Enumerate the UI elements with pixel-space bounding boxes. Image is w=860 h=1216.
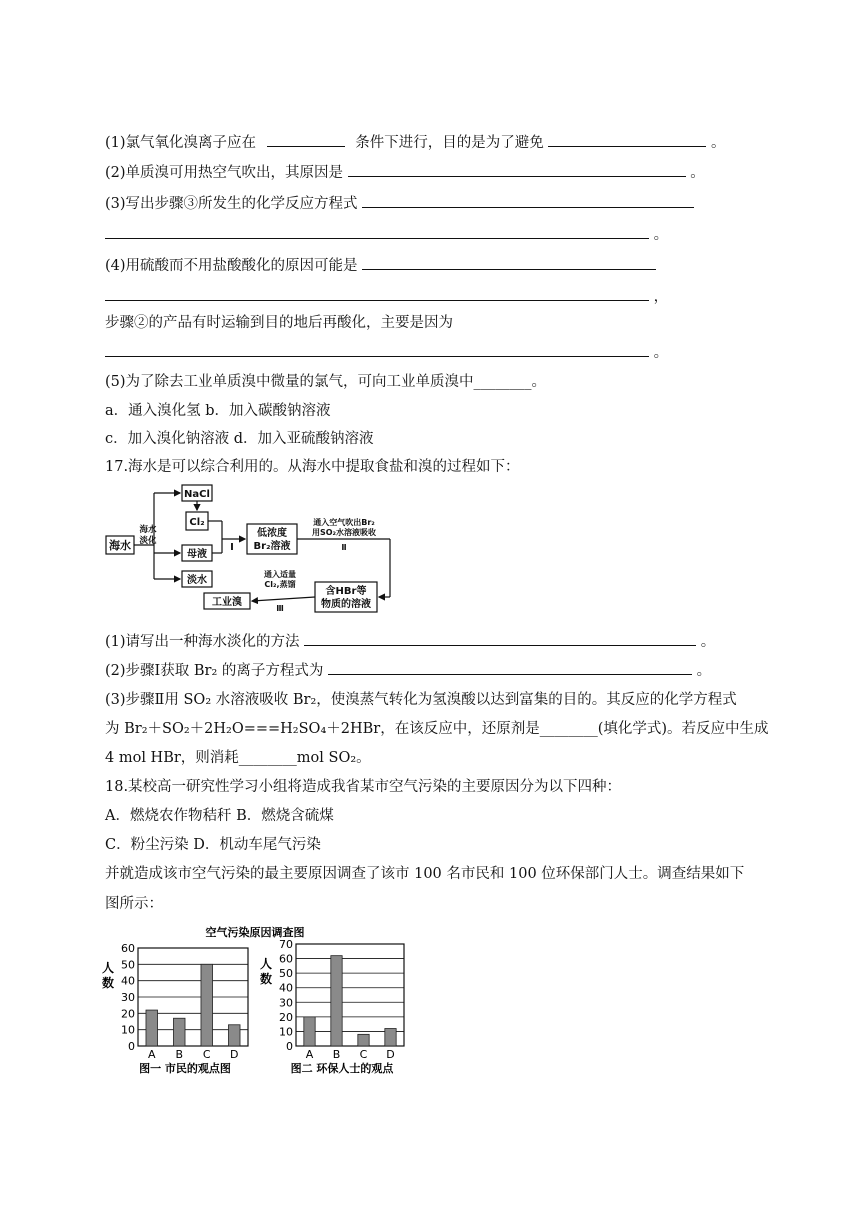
bar-c bbox=[358, 1034, 369, 1046]
nacl-label: NaCl bbox=[184, 489, 210, 500]
q16-l4-text-c: 步骤②的产品有时运输到目的地后再酸化，主要是因为 bbox=[105, 315, 453, 331]
step-iii-label: Ⅲ bbox=[276, 604, 284, 613]
y-tick-label: 0 bbox=[128, 1040, 135, 1053]
q16-line-4c bbox=[105, 311, 453, 332]
y-tick-label: 50 bbox=[279, 967, 293, 981]
bar-d bbox=[385, 1029, 396, 1046]
q16-l1-text-c: 。 bbox=[710, 135, 726, 151]
step-iii-cond-1: 通入适量 bbox=[264, 570, 296, 579]
y-tick-label: 60 bbox=[279, 952, 293, 966]
answer-blank[interactable] bbox=[348, 162, 686, 177]
q17-line-1 bbox=[105, 630, 715, 651]
q16-l2-text-b: 。 bbox=[690, 165, 705, 181]
bromine-extraction-flow-diagram bbox=[104, 482, 404, 614]
q16-line-4b bbox=[105, 285, 668, 306]
q16-l2-text-a: (2)单质溴可用热空气吹出，其原因是 bbox=[105, 165, 344, 181]
hbr-label-2: 物质的溶液 bbox=[321, 599, 371, 610]
bar-b bbox=[173, 1018, 185, 1046]
hbr-label-1: 含HBr等 bbox=[325, 586, 367, 597]
q18-line-1: 18.某校高一研究性学习小组将造成我省某市空气污染的主要原因分为以下四种： bbox=[105, 779, 622, 795]
chart-title: 空气污染原因调查图 bbox=[205, 926, 305, 939]
y-tick-label: 70 bbox=[279, 938, 293, 951]
y-tick-label: 0 bbox=[286, 1040, 293, 1053]
q16-line-2 bbox=[105, 161, 705, 182]
x-tick-label: B bbox=[332, 1048, 341, 1061]
answer-blank[interactable] bbox=[105, 286, 649, 301]
seawater-label: 海水 bbox=[109, 539, 131, 552]
low-conc-label-1: 低浓度 bbox=[257, 528, 287, 539]
answer-blank[interactable] bbox=[362, 255, 656, 270]
step-ii-label: Ⅱ bbox=[341, 543, 347, 552]
step-ii-cond-1: 通入空气吹出Br₂ bbox=[313, 518, 375, 527]
bar-c bbox=[201, 964, 213, 1046]
answer-blank[interactable] bbox=[304, 631, 696, 646]
q16-line-3 bbox=[105, 192, 694, 213]
q16-l4-text-b: ， bbox=[653, 289, 669, 305]
bar-d bbox=[228, 1025, 240, 1046]
x-tick-label: A bbox=[147, 1048, 156, 1061]
y-axis-label: 人 bbox=[259, 957, 273, 971]
q16-l3-text-b: 。 bbox=[653, 227, 669, 243]
chart-environmental-staff bbox=[260, 938, 404, 1074]
q16-line-4 bbox=[105, 254, 656, 275]
x-tick-label: D bbox=[230, 1048, 239, 1061]
y-tick-label: 40 bbox=[279, 981, 293, 995]
step-iii-cond-2: Cl₂,蒸馏 bbox=[264, 580, 296, 589]
y-tick-label: 10 bbox=[279, 1025, 293, 1039]
y-tick-label: 60 bbox=[121, 942, 135, 955]
cl2-label: Cl₂ bbox=[189, 517, 205, 528]
x-tick-label: D bbox=[386, 1048, 395, 1061]
answer-blank[interactable] bbox=[328, 660, 692, 675]
chart-citizens bbox=[102, 942, 248, 1074]
answer-blank[interactable] bbox=[362, 193, 694, 208]
q16-line-1 bbox=[105, 131, 725, 152]
step-ii-cond-2: 用SO₂水溶液吸收 bbox=[311, 528, 377, 537]
industrial-bromine-label: 工业溴 bbox=[212, 597, 242, 608]
bar-a bbox=[304, 1017, 315, 1046]
x-tick-label: B bbox=[175, 1048, 184, 1061]
chart-caption: 图二 环保人士的观点 bbox=[290, 1062, 394, 1074]
answer-blank[interactable] bbox=[267, 132, 345, 147]
desalination-label-1: 海水 bbox=[139, 525, 157, 535]
desalination-label-2: 淡化 bbox=[139, 536, 157, 546]
y-tick-label: 50 bbox=[121, 958, 135, 972]
q16-line-5: (5)为了除去工业单质溴中微量的氯气，可向工业单质溴中________。 bbox=[105, 374, 547, 390]
x-tick-label: C bbox=[202, 1048, 211, 1061]
air-pollution-survey-charts bbox=[100, 922, 420, 1074]
q16-l4-text-a: (4)用硫酸而不用盐酸酸化的原因可能是 bbox=[105, 258, 358, 274]
mother-liquor-label: 母液 bbox=[187, 549, 207, 560]
y-axis-label: 数 bbox=[259, 972, 273, 986]
bar-a bbox=[146, 1010, 158, 1046]
q16-options-1: a．通入溴化氢 b．加入碳酸钠溶液 bbox=[105, 403, 331, 419]
q16-l4-text-d: 。 bbox=[653, 345, 669, 361]
y-axis-label: 人 bbox=[101, 961, 115, 975]
q17-l2-text-a: (2)步骤Ⅰ获取 Br₂ 的离子方程式为 bbox=[105, 663, 324, 679]
q16-l1-text-b: 条件下进行，目的是为了避免 bbox=[355, 135, 544, 151]
chart-caption: 图一 市民的观点图 bbox=[139, 1062, 231, 1074]
bar-b bbox=[331, 956, 342, 1046]
q17-line-5: 4 mol HBr，则消耗________mol SO₂。 bbox=[105, 750, 371, 766]
q17-title: 17.海水是可以综合利用的。从海水中提取食盐和溴的过程如下： bbox=[105, 459, 520, 475]
q17-l2-text-b: 。 bbox=[696, 663, 712, 679]
q17-line-3: (3)步骤Ⅱ用 SO₂ 水溶液吸收 Br₂，使溴蒸气转化为氢溴酸以达到富集的目的。其反应的化学方程式 bbox=[105, 692, 737, 708]
y-axis-label: 数 bbox=[101, 976, 115, 990]
q17-line-2 bbox=[105, 659, 711, 680]
fresh-water-label: 淡水 bbox=[187, 575, 207, 586]
q18-line-2: A．燃烧农作物秸秆 B．燃烧含硫煤 bbox=[105, 808, 334, 824]
answer-blank[interactable] bbox=[548, 132, 706, 147]
low-conc-label-2: Br₂溶液 bbox=[253, 541, 291, 552]
q16-line-4d bbox=[105, 341, 668, 362]
y-tick-label: 20 bbox=[279, 1010, 293, 1024]
q18-line-5: 图所示： bbox=[105, 896, 163, 912]
x-tick-label: C bbox=[359, 1048, 368, 1061]
q17-line-4: 为 Br₂＋SO₂＋2H₂O===H₂SO₄＋2HBr，在该反应中，还原剂是________(填化学式)。若反应中生成 bbox=[105, 721, 769, 737]
q16-options-2: c．加入溴化钠溶液 d．加入亚硫酸钠溶液 bbox=[105, 431, 374, 447]
q18-line-3: C．粉尘污染 D．机动车尾气污染 bbox=[105, 837, 321, 853]
y-tick-label: 40 bbox=[121, 974, 135, 988]
answer-blank[interactable] bbox=[105, 224, 649, 239]
y-tick-label: 30 bbox=[121, 991, 135, 1004]
q16-l1-text-a: (1)氯气氧化溴离子应在 bbox=[105, 135, 257, 151]
answer-blank[interactable] bbox=[105, 342, 649, 357]
q17-l1-text-b: 。 bbox=[700, 634, 716, 650]
q16-l3-text-a: (3)写出步骤③所发生的化学反应方程式 bbox=[105, 196, 358, 212]
q16-line-3b bbox=[105, 223, 668, 244]
y-tick-label: 10 bbox=[121, 1023, 135, 1037]
x-tick-label: A bbox=[305, 1048, 314, 1061]
q17-l1-text-a: (1)请写出一种海水淡化的方法 bbox=[105, 634, 300, 650]
y-tick-label: 20 bbox=[121, 1007, 135, 1021]
y-tick-label: 30 bbox=[279, 996, 293, 1010]
step-i-label: Ⅰ bbox=[230, 542, 234, 553]
q18-line-4: 并就造成该市空气污染的最主要原因调查了该市 100 名市民和 100 位环保部门人士。调查结果如下 bbox=[105, 866, 745, 882]
